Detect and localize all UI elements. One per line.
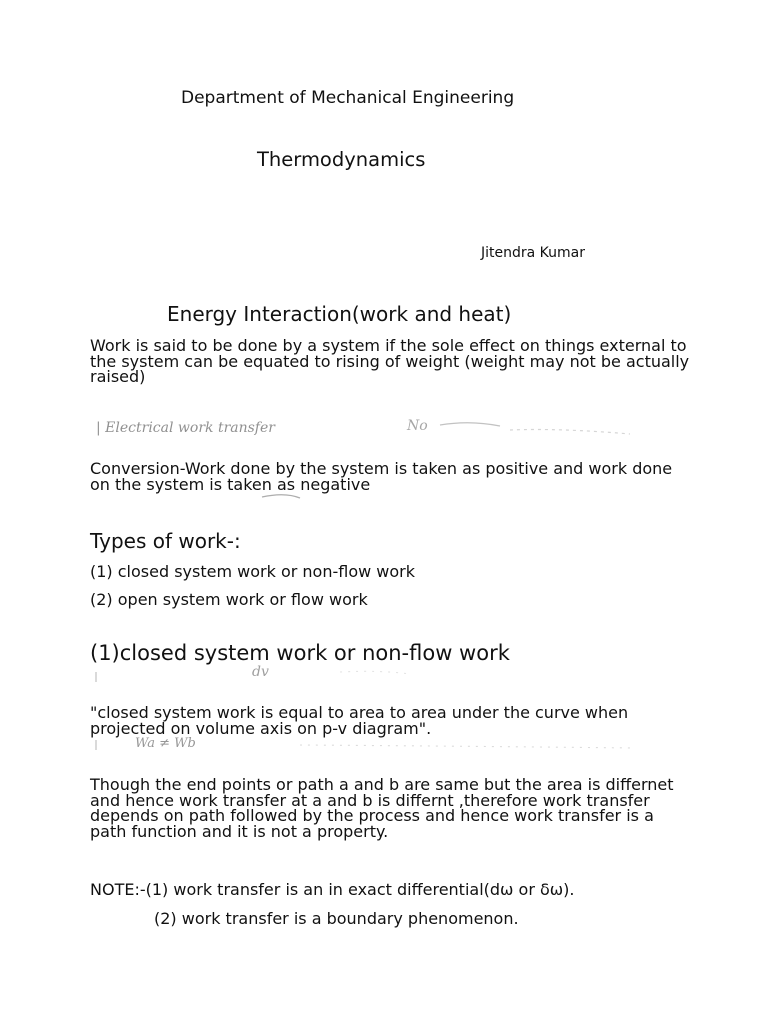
- closed-system-work-heading: (1)closed system work or non-flow work: [90, 641, 510, 665]
- author-name: Jitendra Kumar: [481, 245, 585, 261]
- types-list-item: (1) closed system work or non-flow work: [90, 562, 415, 581]
- closed-work-definition-paragraph: "closed system work is equal to area to area under the curve when projected on volume axis on p-v diagram".: [90, 703, 629, 738]
- handwritten-note-wa-wb: Wa ≠ Wb: [135, 736, 196, 751]
- subject-title: Thermodynamics: [257, 148, 426, 171]
- path-function-paragraph: Though the end points or path a and b are same but the area is differnet and hence work transfer at a and b is differnt ,therefore work transfer depends on path followed by the process and hence work transfer is a path function and it is not a property.: [90, 775, 674, 841]
- handwritten-note-no: No: [407, 418, 428, 434]
- types-list-item: (2) open system work or flow work: [90, 590, 368, 609]
- work-definition-paragraph: Work is said to be done by a system if the sole effect on things external to the system can be equated to rising of weight (weight may not be actually raised): [90, 336, 690, 386]
- energy-interaction-heading: Energy Interaction(work and heat): [167, 302, 512, 326]
- sign-convention-paragraph: Conversion-Work done by the system is taken as positive and work done on the system is taken as negative: [90, 459, 673, 494]
- handwritten-note-electrical: | Electrical work transfer: [96, 420, 275, 436]
- note-inexact-differential: NOTE:-(1) work transfer is an in exact differential(dω or δω).: [90, 880, 575, 899]
- handwritten-note-dv: dv: [252, 664, 269, 680]
- types-of-work-heading: Types of work-:: [90, 529, 241, 553]
- department-title: Department of Mechanical Engineering: [181, 88, 515, 108]
- note-boundary-phenomenon: (2) work transfer is a boundary phenomenon.: [154, 909, 519, 928]
